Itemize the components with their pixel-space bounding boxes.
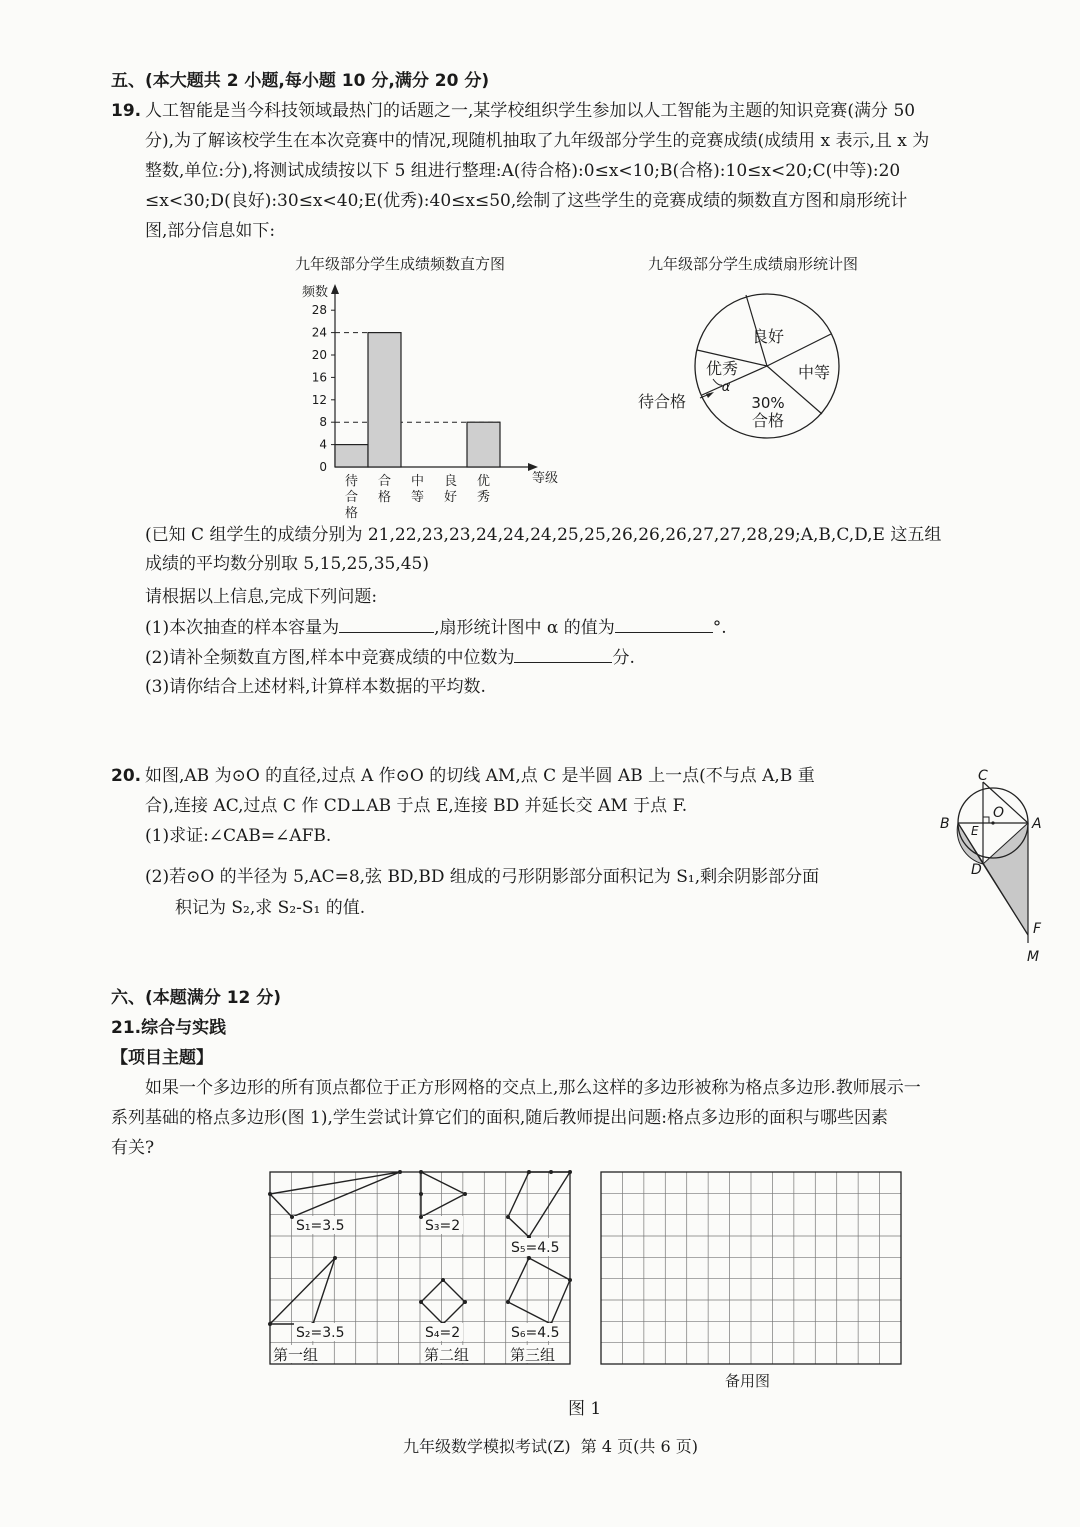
q21-text-line2: 系列基础的格点多边形(图 1),学生尝试计算它们的面积,随后教师提出问题:格点多边形的面积与哪些因素 — [111, 1108, 889, 1128]
q19-text-line4: ≤x<30;D(良好):30≤x<40;E(优秀):40≤x≤50,绘制了这些学生的竞赛成绩的频数直方图和扇形统计 — [145, 191, 908, 211]
x-category-label: 合 — [344, 490, 359, 505]
spare-grid — [601, 1172, 901, 1365]
q21-title: 21.综合与实践 — [111, 1018, 227, 1038]
y-axis-label: 频数 — [302, 285, 329, 300]
x-category-label: 好 — [443, 490, 458, 505]
q19-text-line5: 图,部分信息如下: — [145, 221, 276, 241]
label-s2: S₂=3.5 — [296, 1325, 345, 1341]
shaded-region-s2 — [983, 823, 1028, 935]
histogram-bar — [335, 445, 368, 467]
label-s4: S₄=2 — [425, 1325, 461, 1341]
page-footer: 九年级数学模拟考试(Z) 第 4 页(共 6 页) — [403, 1437, 698, 1456]
polygon-s5 — [508, 1172, 570, 1237]
q21-text-line1: 如果一个多边形的所有顶点都位于正方形网格的交点上,那么这样的多边形被称为格点多边形.教师展示一 — [145, 1078, 921, 1098]
label-o: O — [993, 805, 1005, 821]
q19-text-line1: 人工智能是当今科技领域最热门的话题之一,某学校组织学生参加以人工智能为主题的知识竞赛(满分 50 — [145, 101, 916, 121]
label-group1: 第一组 — [273, 1346, 319, 1364]
x-category-label: 等 — [410, 490, 425, 505]
label-b: B — [940, 816, 950, 832]
histogram-title: 九年级部分学生成绩频数直方图 — [295, 255, 506, 273]
x-category-label: 中 — [410, 474, 425, 489]
q21-text-line3: 有关? — [111, 1138, 155, 1158]
label-s3: S₃=2 — [425, 1218, 461, 1234]
q20-text-line1: 如图,AB 为⊙O 的直径,过点 A 作⊙O 的切线 AM,点 C 是半圆 AB 上一点(不与点 A,B 重 — [145, 766, 815, 786]
q19-text-line2: 分),为了解该校学生在本次竞赛中的情况,现随机抽取了九年级部分学生的竞赛成绩(成绩用 x 表示,且 x 为 — [145, 131, 930, 151]
q20-number: 20. — [111, 766, 142, 786]
spare-grid-caption: 备用图 — [725, 1372, 771, 1390]
x-category-label: 良 — [443, 474, 458, 489]
q21-subhead: 【项目主题】 — [111, 1048, 213, 1068]
x-category-label: 优 — [476, 474, 491, 489]
label-s6: S₆=4.5 — [511, 1325, 560, 1341]
q19-part1-b: ,扇形统计图中 α 的值为 — [434, 618, 615, 638]
polygon-s1 — [270, 1172, 400, 1217]
label-s1: S₁=3.5 — [296, 1218, 345, 1234]
q20-part1: (1)求证:∠CAB=∠AFB. — [145, 826, 332, 846]
x-axis-label: 等级 — [532, 471, 559, 486]
center-dot — [991, 821, 994, 824]
polygon-s3 — [421, 1172, 465, 1217]
pie-label-alpha: α — [721, 380, 731, 395]
answer-blank-median[interactable] — [514, 646, 612, 663]
q19-part2 — [145, 646, 635, 669]
label-a: A — [1032, 816, 1042, 832]
pie-label-pass-percent: 30% — [751, 394, 785, 412]
label-c: C — [978, 768, 988, 784]
pie-label-good: 良好 — [751, 327, 785, 346]
polygon-s6 — [508, 1258, 570, 1324]
polygon-s2 — [270, 1258, 335, 1324]
grid-lines-2 — [601, 1172, 901, 1364]
answer-blank-alpha[interactable] — [615, 616, 713, 633]
label-group3: 第三组 — [510, 1346, 556, 1364]
x-category-label: 待 — [344, 474, 359, 489]
pie-label-excellent: 优秀 — [705, 359, 739, 378]
x-category-label: 秀 — [476, 490, 491, 505]
y-tick-label: 12 — [311, 392, 327, 407]
section6-header: 六、(本题满分 12 分) — [111, 988, 282, 1008]
x-axis-arrow — [528, 463, 538, 471]
pie-label-pending: 待合格 — [637, 392, 687, 411]
x-category-label: 格 — [344, 506, 359, 521]
q19-part3: (3)请你结合上述材料,计算样本数据的平均数. — [145, 677, 486, 697]
label-s5: S₅=4.5 — [511, 1240, 560, 1256]
polygon-s4 — [421, 1280, 465, 1324]
y-tick-label: 0 — [319, 460, 327, 474]
lattice-polygon-grid — [270, 1172, 570, 1365]
q19-part1-a: (1)本次抽查的样本容量为 — [145, 618, 340, 638]
right-angle-mark — [983, 817, 989, 823]
q20-part2-line2: 积记为 S₂,求 S₂-S₁ 的值. — [175, 898, 366, 918]
frequency-histogram — [280, 280, 580, 521]
q20-part2-line1: (2)若⊙O 的半径为 5,AC=8,弦 BD,BD 组成的弓形阴影部分面积记为 S₁,剩余阴影部分面 — [145, 867, 820, 887]
section5-header: 五、(本大题共 2 小题,每小题 10 分,满分 20 分) — [111, 71, 490, 91]
q19-note-line2: 成绩的平均数分别取 5,15,25,35,45) — [145, 554, 429, 574]
q19-number: 19. — [111, 101, 142, 121]
y-tick-label: 4 — [319, 437, 327, 452]
label-e: E — [971, 824, 979, 838]
y-tick-label: 16 — [311, 370, 327, 385]
histogram-bar — [368, 333, 401, 467]
label-m: M — [1027, 949, 1040, 965]
label-group2: 第二组 — [424, 1346, 470, 1364]
x-category-label: 合 — [377, 474, 392, 489]
q19-part2-b: 分. — [612, 648, 635, 668]
pie-label-medium: 中等 — [797, 363, 831, 382]
x-category-label: 格 — [377, 490, 392, 505]
q19-text-line3: 整数,单位:分),将测试成绩按以下 5 组进行整理:A(待合格):0≤x<10;B(合格):10≤x<20;C(中等):20 — [145, 161, 901, 181]
pie-label-pass: 合格 — [751, 411, 785, 430]
figure-1-caption: 图 1 — [568, 1399, 602, 1419]
q19-note-line1: (已知 C 组学生的成绩分别为 21,22,23,23,24,24,24,25,25,26,26,26,27,27,28,29;A,B,C,D,E 这五组 — [145, 525, 942, 545]
histogram-bar — [467, 422, 500, 467]
q19-part2-a: (2)请补全频数直方图,样本中竞赛成绩的中位数为 — [145, 648, 515, 668]
y-axis-arrow — [331, 284, 339, 294]
sector-pie-chart — [630, 290, 850, 470]
y-tick-label: 24 — [311, 325, 327, 340]
y-tick-label: 8 — [319, 415, 327, 430]
label-f: F — [1033, 921, 1042, 937]
label-d: D — [971, 862, 982, 878]
y-tick-label: 20 — [311, 348, 327, 362]
y-tick-label: 28 — [311, 303, 327, 318]
q19-part1-c: °. — [712, 618, 727, 638]
pie-chart-title: 九年级部分学生成绩扇形统计图 — [648, 255, 859, 273]
q19-part1 — [145, 616, 727, 639]
circle-geometry-figure — [935, 765, 1060, 965]
alpha-arc — [713, 379, 722, 385]
q19-prompt: 请根据以上信息,完成下列问题: — [145, 587, 378, 607]
q20-text-line2: 合),连接 AC,过点 C 作 CD⊥AB 于点 E,连接 BD 并延长交 AM 于点 F. — [145, 796, 688, 816]
answer-blank-sample-size[interactable] — [339, 616, 434, 633]
